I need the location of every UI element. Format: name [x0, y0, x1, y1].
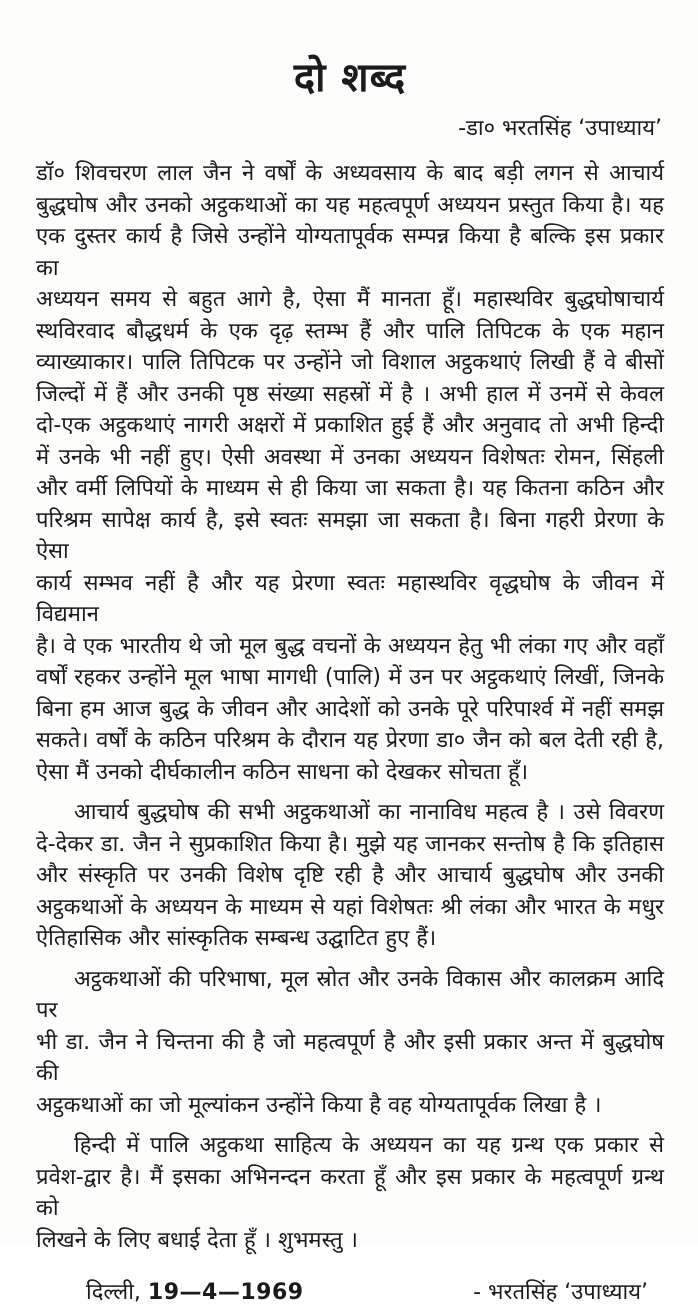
text-line: ऐतिहासिक और सांस्कृतिक सम्बन्ध उद्घाटित हुए हैं।: [36, 926, 437, 951]
text-line: बिना हम आज बुद्ध के जीवन और आदेशों को उनके पूरे परिपार्श्व में नहीं समझ: [36, 696, 664, 722]
paragraph: [36, 158, 664, 788]
text-line: स्थविरवाद बौद्धधर्म के एक दृढ़ स्तम्भ हैं और पालि तिपिटक के एक महान: [36, 318, 664, 344]
text-line: में उनके भी नहीं हुए। ऐसी अवस्था में उनका अध्ययन विशेषतः रोमन, सिंहली: [36, 444, 664, 470]
text-line: अट्ठकथाओं की परिभाषा, मूल स्रोत और उनके विकास और कालक्रम आदि पर: [36, 966, 664, 1023]
date-label: 19—4—1969: [147, 1280, 304, 1305]
text-line: प्रवेश-द्वार है। मैं इसका अभिनन्दन करता हूँ और इस प्रकार के महत्वपूर्ण ग्रन्थ को: [36, 1164, 664, 1221]
text-line: डॉ० शिवचरण लाल जैन ने वर्षों के अध्यवसाय के बाद बड़ी लगन से आचार्य: [36, 161, 664, 186]
paragraph: [36, 964, 664, 1122]
text-line: सकते। वर्षों के कठिन परिश्रम के दौरान यह प्रेरणा डा० जैन को बल देती रही है,: [36, 728, 664, 753]
author-signature: - भरतसिंह ‘उपाध्याय’: [473, 1280, 648, 1305]
text-line: है। वे एक भारतीय थे जो मूल बुद्ध वचनों के अध्ययन हेतु भी लंका गए और वहाँ: [36, 633, 664, 659]
text-line: व्याख्याकार। पालि तिपिटक पर उन्होंने जो विशाल अट्ठकथाएं लिखी हैं वे बीसों: [36, 350, 664, 375]
text-line: ऐसा मैं उनको दीर्घकालीन कठिन साधना को देखकर सोचता हूँ।: [36, 759, 529, 785]
text-line: अध्ययन समय से बहुत आगे है, ऐसा मैं मानता हूँ। महास्थविर बुद्धघोषाचार्य: [36, 287, 664, 312]
text-line: आचार्य बुद्धघोष की सभी अट्ठकथाओं का नानाविध महत्व है । उसे विवरण: [74, 800, 664, 825]
text-line: अट्ठकथाओं का जो मूल्यांकन उन्होंने किया है वह योग्यतापूर्वक लिखा है ।: [36, 1092, 602, 1118]
text-line: हिन्दी में पालि अट्ठकथा साहित्य के अध्ययन का यह ग्रन्थ एक प्रकार से: [74, 1133, 664, 1158]
text-line: और संस्कृति पर उनकी विशेष दृष्टि रही है और आचार्य बुद्धघोष और उनकी: [36, 863, 664, 888]
place-and-date: [36, 1278, 304, 1308]
text-line: एक दुस्तर कार्य है जिसे उन्होंने योग्यतापूर्वक सम्पन्न किया है बल्कि इस प्रकार का: [36, 224, 664, 281]
text-line: और वर्मी लिपियों के माध्यम से ही किया जा सकता है। यह कितना कठिन और: [36, 476, 664, 501]
text-line: परिश्रम सापेक्ष कार्य है, इसे स्वतः समझा जा सकता है। बिना गहरी प्रेरणा के ऐसा: [36, 507, 664, 564]
text-line: दे-देकर डा. जैन ने सुप्रकाशित किया है। मुझे यह जानकर सन्तोष है कि इतिहास: [36, 831, 664, 857]
byline: -डा० भरतसिंह ‘उपाध्याय’: [458, 116, 662, 141]
footer: [36, 1278, 664, 1308]
text-line: बुद्धघोष और उनको अट्ठकथाओं का यह महत्वपूर्ण अध्ययन प्रस्तुत किया है। यह: [36, 192, 664, 218]
paragraph: [36, 797, 664, 955]
body-text: [36, 158, 664, 1256]
text-line: कार्य सम्भव नहीं है और यह प्रेरणा स्वतः महास्थविर वृद्धघोष के जीवन में विद्यमान: [36, 570, 664, 627]
place-label: दिल्ली,: [86, 1280, 141, 1305]
text-line: अट्ठकथाओं के अध्ययन के माध्यम से यहां विशेषतः श्री लंका और भारत के मधुर: [36, 894, 664, 920]
paragraph: [36, 1130, 664, 1256]
text-line: भी डा. जैन ने चिन्तना की है जो महत्वपूर्ण है और इसी प्रकार अन्त में बुद्धघोष की: [36, 1029, 664, 1086]
text-line: लिखने के लिए बधाई देता हूँ । शुभमस्तु ।: [36, 1227, 358, 1253]
text-line: वर्षों रहकर उन्होंने मूल भाषा मागधी (पालि) में उन पर अट्ठकथाएं लिखीं, जिनके: [36, 665, 664, 690]
text-line: दो-एक अट्ठकथाएं नागरी अक्षरों में प्रकाशित हुई हैं और अनुवाद तो अभी हिन्दी: [36, 413, 664, 438]
page-title: दो शब्द: [293, 55, 407, 101]
text-line: जिल्दों में हैं और उनकी पृष्ठ संख्या सहस्रों में है । अभी हाल में उनमें से केवल: [36, 381, 664, 407]
